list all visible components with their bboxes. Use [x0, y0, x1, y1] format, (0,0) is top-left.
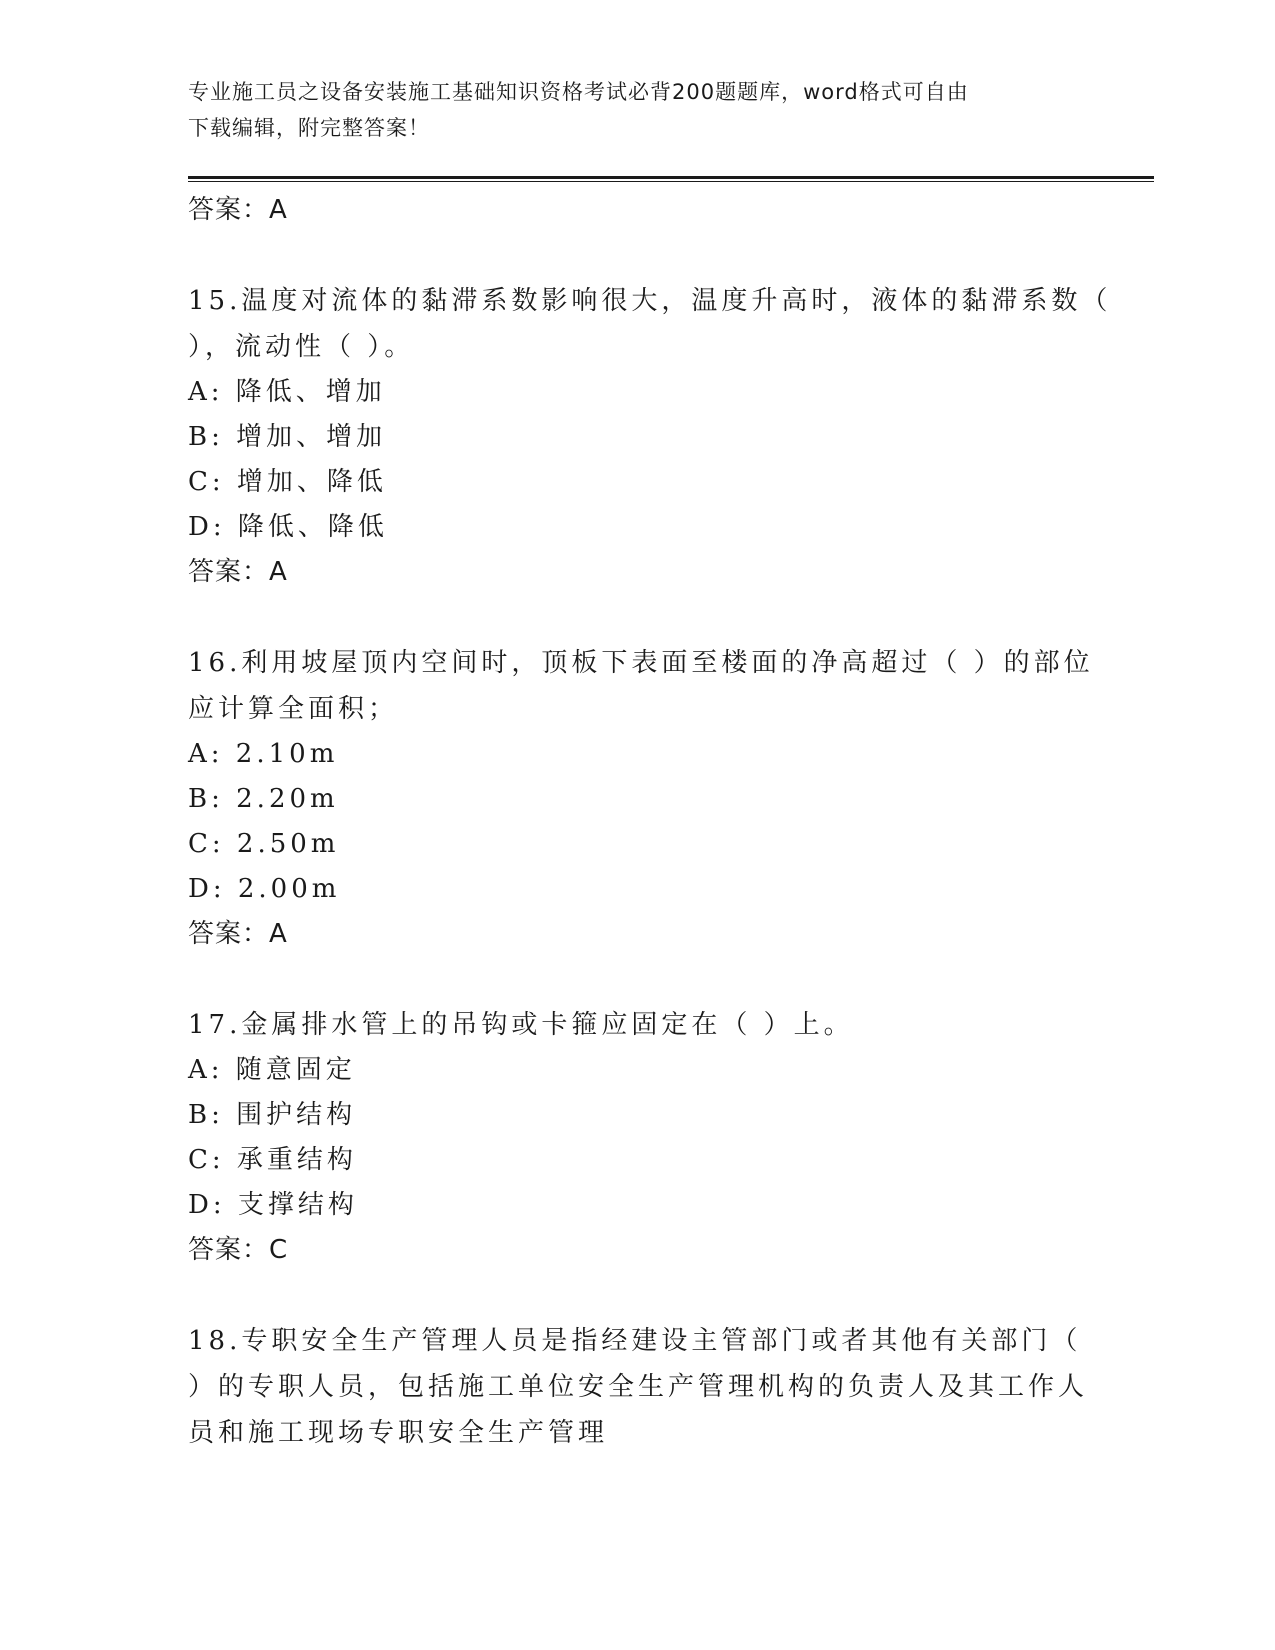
option-c: C: 承重结构 — [188, 1145, 357, 1175]
option-a: A: 降低、增加 — [188, 377, 386, 407]
question-text: 17.金属排水管上的吊钩或卡箍应固定在（ ）上。 — [188, 1010, 854, 1040]
question-text: 16.利用坡屋顶内空间时，顶板下表面至楼面的净高超过（ ）的部位 — [188, 648, 1094, 678]
option-b: B: 围护结构 — [188, 1100, 357, 1130]
option-b: B: 2.20m — [188, 784, 339, 814]
question-text: 员和施工现场专职安全生产管理 — [188, 1418, 609, 1448]
option-c: C: 增加、降低 — [188, 467, 387, 497]
question-16 — [188, 640, 1094, 956]
page-header — [188, 74, 1068, 146]
question-text: ），流动性（ ）。 — [188, 332, 415, 362]
option-d: D: 2.00m — [188, 874, 341, 904]
question-text: ）的专职人员，包括施工单位安全生产管理机构的负责人及其工作人 — [188, 1372, 1089, 1402]
answer-line: 答案：A — [188, 195, 288, 225]
header-line-2: 下载编辑，附完整答案！ — [188, 116, 430, 140]
option-d: D: 支撑结构 — [188, 1190, 358, 1220]
option-a: A: 随意固定 — [188, 1055, 356, 1085]
option-c: C: 2.50m — [188, 829, 340, 859]
header-line-1: 专业施工员之设备安装施工基础知识资格考试必背200题题库，word格式可自由 — [188, 80, 969, 104]
question-17 — [188, 1002, 1088, 1272]
question-text: 18.专职安全生产管理人员是指经建设主管部门或者其他有关部门（ — [188, 1326, 1082, 1356]
question-text: 15.温度对流体的黏滞系数影响很大，温度升高时，液体的黏滞系数（ — [188, 286, 1112, 316]
question-18 — [188, 1318, 1088, 1456]
answer-line: 答案：A — [188, 919, 288, 949]
answer-line: 答案：C — [188, 1235, 289, 1265]
question-list — [188, 188, 1112, 1456]
question-15 — [188, 278, 1112, 594]
question-text: 应计算全面积； — [188, 694, 399, 724]
option-b: B: 增加、增加 — [188, 422, 387, 452]
answer-line: 答案：A — [188, 557, 288, 587]
header-divider — [188, 176, 1154, 182]
option-a: A: 2.10m — [188, 739, 339, 769]
option-d: D: 降低、降低 — [188, 512, 388, 542]
